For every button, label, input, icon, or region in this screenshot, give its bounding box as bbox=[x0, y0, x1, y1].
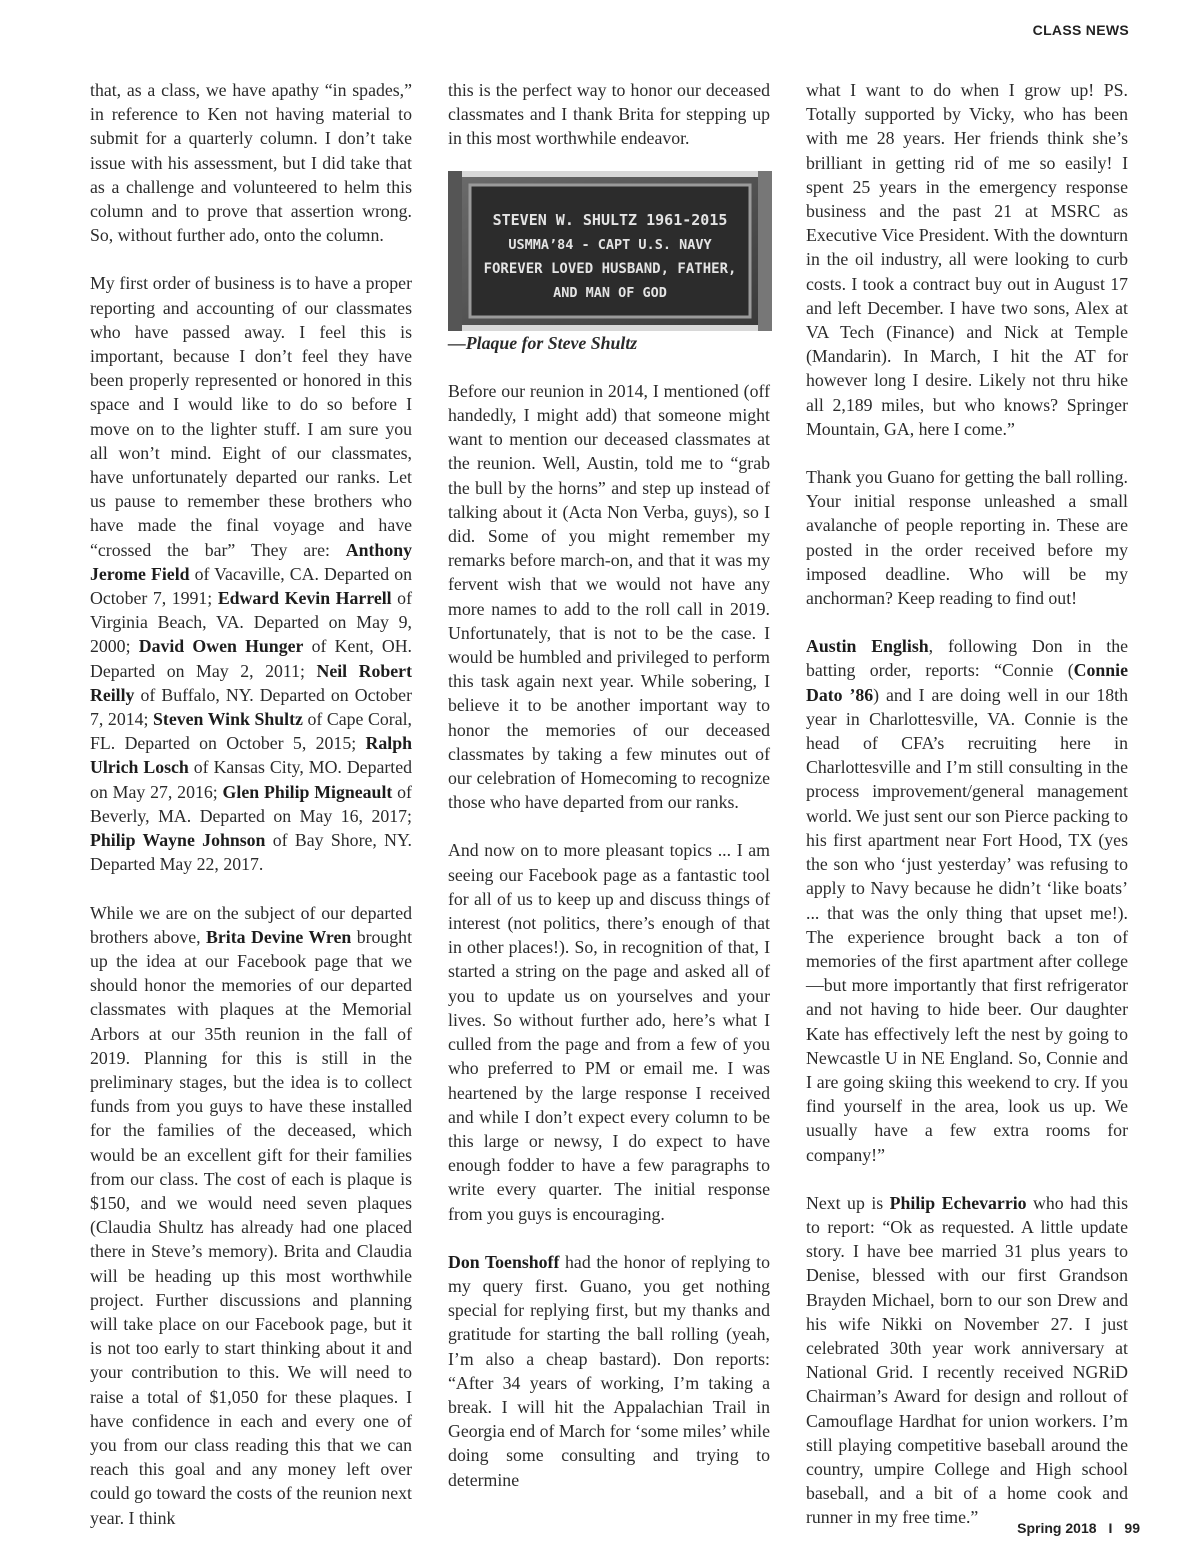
section-header: CLASS NEWS bbox=[1032, 22, 1129, 38]
plaque-photo bbox=[448, 171, 772, 331]
issue-label: Spring 2018 bbox=[1017, 1520, 1097, 1536]
page-number: 99 bbox=[1124, 1520, 1140, 1536]
plaque-line-3: FOREVER LOVED HUSBAND, FATHER, bbox=[483, 260, 737, 277]
paragraph: Thank you Guano for getting the ball rolling. Your initial response unleashed a small avalanche of people reporting in. These are posted in the order received before my imposed deadline. Who will be my anchorman? Keep reading to find out! bbox=[806, 467, 1128, 609]
paragraph: While we are on the subject of our departed brothers above, Brita Devine Wren brought up the idea at our Facebook page that we should honor the memories of our departed classmates with plaques at the Memorial Arbors at our 35th reunion in the fall of 2019. Planning for this is still in the preliminary stages, but the idea is to collect funds from you guys to have these installed for the families of the deceased, which would be an excellent gift for their families from our class. The cost of each is plaque is $150, and we would need seven plaques (Claudia Shultz has already had one placed there in Steve’s memory). Brita and Claudia will be heading up this most worthwhile project. Further discussions and planning will take place on our Facebook page, but it is not too early to start thinking about it and your contribution to this. We will need to raise a total of $1,050 for these plaques. I have confidence in each and every one of you from our class reading this that we can reach this goal and any money left over could go toward the costs of the reunion next year. I think bbox=[90, 902, 413, 1528]
column-1 bbox=[90, 78, 412, 1554]
paragraph: what I want to do when I grow up! PS. Totally supported by Vicky, who has been with me 28 years. Her friends think she’s brilliant in getting rid of me so easily! I spent 25 years in the emergency response business and the past 21 at MSRC as Executive Vice President. With the downturn in the oil industry, all were looking to curb costs. I took a contract buy out in August 17 and left December. I have two sons, Alex at VA Tech (Finance) and Nick at Temple (Mandarin). In March, I hit the AT for however long I desire. Likely not thru hike all 2,189 miles, but who knows? Springer Mountain, GA, here I come.” bbox=[806, 80, 1128, 439]
classmate-name: David Owen Hunger bbox=[138, 636, 304, 657]
classmate-name: Edward Kevin Harrell bbox=[217, 588, 392, 609]
column-3 bbox=[806, 78, 1128, 1554]
paragraph-deceased-list: My first order of business is to have a proper reporting and accounting of our classmates who have passed away. I feel this is important, because I don’t feel they have been properly represented or honored in this space and I would like to do so before I move on to the lighter stuff. I am sure you all won’t mind. Eight of our classmates, have unfortunately departed our ranks. Let us pause to remember these brothers who have made the final voyage and have “crossed the bar” They are: Anthony Jerome Field of Vacaville, CA. Departed on October 7, 1991; Edward Kevin Harrell of Virginia Beach, VA. Departed on May 9, 2000; David Owen Hunger of Kent, OH. Departed on May 2, 2011; Neil Robert Reilly of Buffalo, NY. Departed on October 7, 2014; Steven Wink Shultz of Cape Coral, FL. Departed on October 5, 2015; Ralph Ulrich Losch of Kansas City, MO. Departed on May 27, 2016; Glen Philip Migneault of Beverly, MA. Departed on May 16, 2017; Philip Wayne Johnson of Bay Shore, NY. Departed May 22, 2017. bbox=[90, 273, 413, 875]
plaque-line-4: AND MAN OF GOD bbox=[553, 284, 667, 301]
paragraph: Before our reunion in 2014, I mentioned (off handedly, I might add) that someone might want to mention our deceased classmates at the reunion. Well, Austin, told me to “grab the bull by the horns” and step up instead of talking about it (Acta Non Verba, guys), so I did. Some of you might remember my remarks before march-on, and that it was my fervent wish that we would not have any more names to add to the roll call in 2019. Unfortunately, that is not to be the case. I would be humbled and privileged to perform this task again next year. While sobering, I believe it to be another important way to honor the memories of our deceased classmates by taking a few minutes out of our celebration of Homecoming to recognize those who have departed from our ranks. bbox=[448, 380, 770, 813]
figure-caption: —Plaque for Steve Shultz bbox=[448, 332, 638, 353]
paragraph: Next up is Philip Echevarrio who had this to report: “Ok as requested. A little update story. I have bee married 31 plus years to Denise, blessed with our first Grandson Brayden Michael, born to our son Drew and his wife Nikki on November 27. I just celebrated 30th year work anniversary at National Grid. I recently received NGRiD Chairman’s Award for design and rollout of Camouflage Hardhat for union workers. I’m still playing competitive baseball around the country, umpire College and High school baseball, and a bit of a home cook and runner in my free time.” bbox=[806, 1192, 1129, 1528]
classmate-name: Philip Wayne Johnson bbox=[90, 830, 266, 851]
classmate-name: Brita Devine Wren bbox=[206, 926, 352, 947]
paragraph: that, as a class, we have apathy “in spades,” in reference to Ken not having material to submit for a quarterly column. I don’t take issue with his assessment, but I did take that as a challenge and volunteered to helm this column and to prove that assertion wrong. So, without further ado, onto the column. bbox=[90, 80, 412, 246]
classmate-name: Steven Wink Shultz bbox=[153, 709, 303, 730]
footer-separator: I bbox=[1108, 1520, 1113, 1536]
plaque-line-2: USMMA’84 - CAPT U.S. NAVY bbox=[508, 236, 712, 253]
classmate-name: Ralph Ulrich Losch bbox=[90, 733, 412, 778]
paragraph: Austin English, following Don in the batting order, reports: “Connie (Connie Dato ’86) and I are doing well in our 18th year in Charlottesville, VA. Connie is the head of CFA’s recruiting here in Charlottesville and I’m still consulting in the process improvement/general management world. We just sent our son Pierce packing to his first apartment near Fort Hood, TX (yes the son who ‘just yesterday’ was refusing to apply to Navy because he didn’t ‘like boats’ ... that was the only thing that upset me!). The experience brought back a ton of memories of the first apartment after college—but more importantly that first refrigerator and not having to hide beer. Our daughter Kate has effectively left the nest by going to Newcastle U in NE England. So, Connie and I are going skiing this weekend to cry. If you find yourself in the area, look us up. We usually have a few extra rooms for company!” bbox=[806, 636, 1128, 1165]
plaque-figure bbox=[448, 171, 770, 331]
plaque-line-1: STEVEN W. SHULTZ 1961-2015 bbox=[492, 210, 728, 229]
classmate-name: Austin English bbox=[806, 636, 929, 657]
classmate-name: Connie Dato ’86 bbox=[806, 660, 1128, 705]
column-2 bbox=[448, 78, 770, 1516]
classmate-name: Glen Philip Migneault bbox=[222, 781, 393, 802]
paragraph: this is the perfect way to honor our deceased classmates and I thank Brita for stepping up in this most worthwhile endeavor. bbox=[448, 80, 770, 149]
paragraph: And now on to more pleasant topics ... I am seeing our Facebook page as a fantastic tool for all of us to keep up and discuss things of interest (not politics, there’s enough of that in other places!). So, in recognition of that, I started a string on the page and asked all of you to update us on yourselves and your lives. So without further ado, here’s what I culled from the page and from a few of you who preferred to PM or email me. I was heartened by the large response I received and while I don’t expect every column to be this large or newsy, I do expect to have enough fodder to have a few paragraphs to write every quarter. The initial response from you guys is encouraging. bbox=[448, 840, 770, 1224]
paragraph: Don Toenshoff had the honor of replying to my query first. Guano, you get nothing special for replying first, but my thanks and gratitude for starting the ball rolling (yeah, I’m also a cheap bastard). Don reports: “After 34 years of working, I’m taking a break. I will hit the Appalachian Trail in Georgia end of March for ‘some miles’ while doing some consulting and trying to determine bbox=[448, 1251, 771, 1490]
classmate-name: Anthony Jerome Field bbox=[90, 539, 412, 584]
classmate-name: Don Toenshoff bbox=[448, 1251, 560, 1272]
classmate-name: Neil Robert Reilly bbox=[90, 660, 412, 705]
classmate-name: Philip Echevarrio bbox=[889, 1192, 1027, 1213]
page-footer bbox=[1017, 1520, 1140, 1536]
